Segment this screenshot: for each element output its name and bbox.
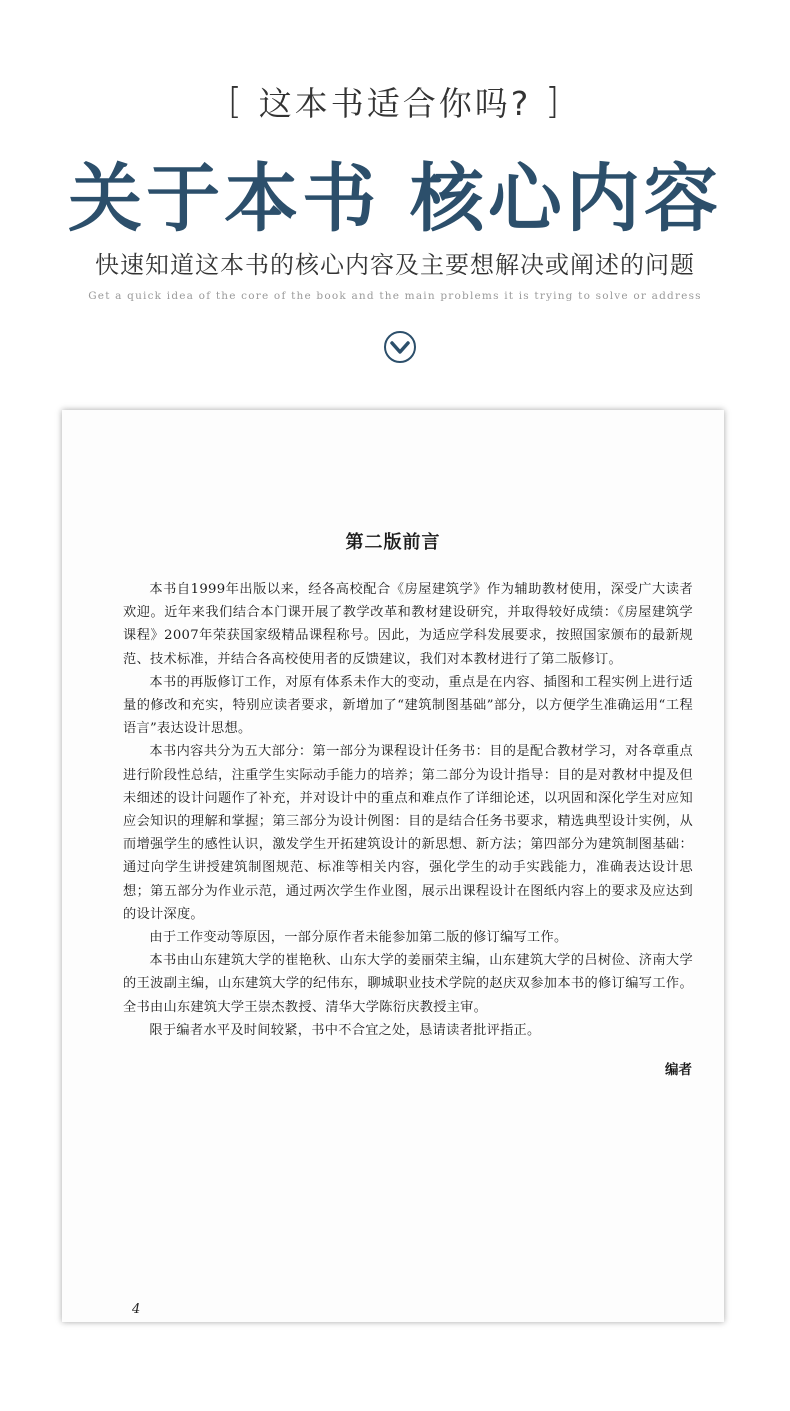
main-title: 关于本书 核心内容 [68,156,722,242]
left-bracket: [ [227,81,245,122]
paragraph: 本书的再版修订工作，对原有体系未作大的变动，重点是在内容、插图和工程实例上进行适量的修改和充实，特别应读者要求，新增加了“建筑制图基础”部分，以方便学生准确运用“工程语言”表达设计思想。 [123,674,693,737]
subtitle-english: Get a quick idea of the core of the book and the main problems it is trying to solve or address [88,290,702,302]
paragraph: 本书内容共分为五大部分：第一部分为课程设计任务书：目的是配合教材学习，对各章重点进行阶段性总结，注重学生实际动手能力的培养；第二部分为设计指导：目的是对教材中提及但未细述的设计问题作了补充，并对设计中的重点和难点作了详细论述，以巩固和深化学生对应知应会知识的理解和掌握；第三部分为设计例图：目的是结合任务书要求，精选典型设计实例，从而增强学生的感性认识，激发学生开拓建筑设计的新思想、新方法；第四部分为建筑制图基础：通过向学生讲授建筑制图规范、标准等相关内容，强化学生的动手实践能力，准确表达设计思想；第五部分为作业示范，通过两次学生作业图，展示出课程设计在图纸内容上的要求及应达到的设计深度。 [123,744,693,922]
paragraph: 限于编者水平及时间较紧，书中不合宜之处，恳请读者批评指正。 [149,1022,541,1038]
paragraph: 本书由山东建筑大学的崔艳秋、山东大学的姜丽荣主编，山东建筑大学的吕树俭、济南大学的王波副主编，山东建筑大学的纪伟东，聊城职业技术学院的赵庆双参加本书的修订编写工作。全书由山东建筑大学王崇杰教授、清华大学陈衍庆教授主审。 [123,953,693,1015]
signature: 编者 [665,1062,692,1078]
right-bracket: ] [545,81,563,122]
chevron-down-circle-icon [383,330,417,364]
subtitle-chinese: 快速知道这本书的核心内容及主要想解决或阐述的问题 [95,251,695,279]
document-title: 第二版前言 [345,532,441,553]
paragraph: 由于工作变动等原因，一部分原作者未能参加第二版的修订编写工作。 [149,930,568,946]
question-heading [0,78,790,125]
paragraph: 本书自1999年出版以来，经各高校配合《房屋建筑学》作为辅助教材使用，深受广大读者欢迎。近年来我们结合本门课开展了教学改革和教材建设研究，并取得较好成绩：《房屋建筑学课程》2007年荣获国家级精品课程称号。因此，为适应学科发展要求，按照国家颁布的最新规范、技术标准，并结合各高校使用者的反馈建议，我们对本教材进行了第二版修订。 [123,582,693,667]
question-text: 这本书适合你吗? [258,84,532,123]
page-number: 4 [132,1302,141,1317]
book-page [62,410,724,1322]
document-body [123,578,693,1042]
